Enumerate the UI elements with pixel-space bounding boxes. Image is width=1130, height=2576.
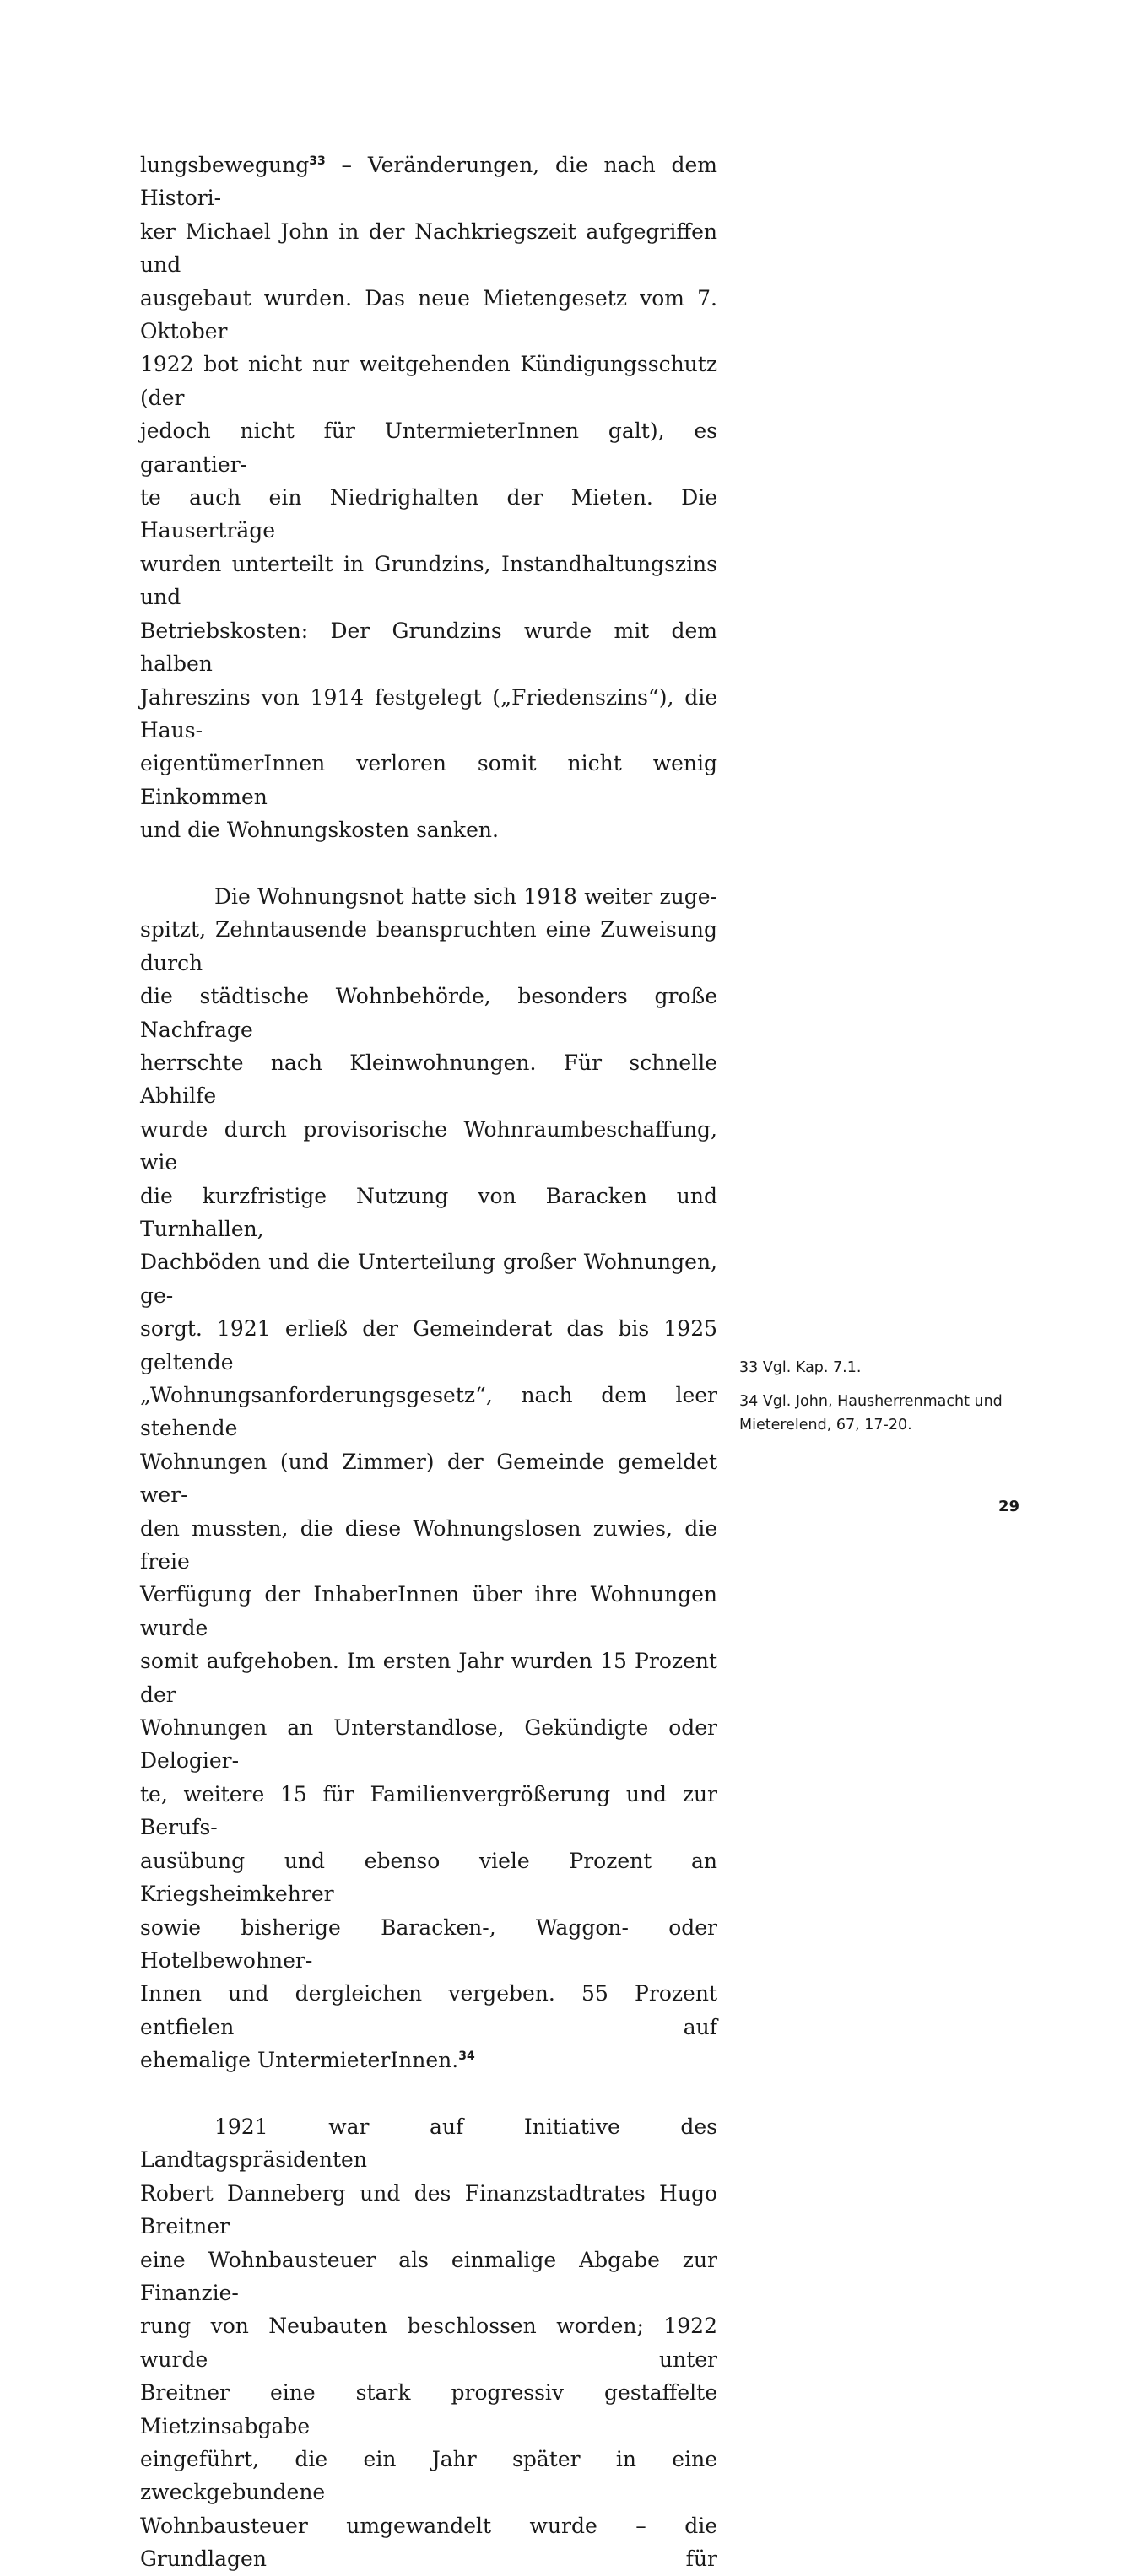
text-line: 1922 bot nicht nur weitgehenden Kündigungsschutz (der <box>140 352 717 410</box>
text-line-part: – Veränderungen, die nach dem Histori- <box>140 153 717 211</box>
text-line: sorgt. 1921 erließ der Gemeinderat das bis 1925 geltende <box>140 1316 717 1374</box>
text-line: jedoch nicht für UntermieterInnen galt), es garantier- <box>140 419 717 477</box>
text-line: ausübung und ebenso viele Prozent an Kriegsheimkehrer <box>140 1848 717 1907</box>
text-line: 1921 war auf Initiative des Landtagspräsidenten <box>140 2114 717 2173</box>
text-line: Betriebskosten: Der Grundzins wurde mit dem halben <box>140 618 717 677</box>
footnote-33: 33 Vgl. Kap. 7.1. <box>739 1359 862 1376</box>
main-text-column <box>140 149 717 2576</box>
text-line: spitzt, Zehntausende beanspruchten eine Zuweisung durch <box>140 917 717 975</box>
footnote-ref-34[interactable]: 34 <box>458 2049 475 2064</box>
text-line: sowie bisherige Baracken-, Waggon- oder Hotelbewohner- <box>140 1914 717 1973</box>
paragraph-3 <box>140 2110 717 2576</box>
text-line: Dachböden und die Unterteilung großer Wohnungen, ge- <box>140 1250 717 1308</box>
footnote-34: 34 Vgl. John, Hausherrenmacht und Mieterelend, 67, 17-20. <box>739 1393 1003 1434</box>
footnotes-column <box>739 1356 1043 1447</box>
paragraph-2 <box>140 880 717 2077</box>
text-line: Die Wohnungsnot hatte sich 1918 weiter zuge- <box>214 883 717 909</box>
text-line: eigentümerInnen verloren somit nicht wenig Einkommen <box>140 751 717 809</box>
text-line: die kurzfristige Nutzung von Baracken und Turnhallen, <box>140 1183 717 1241</box>
text-line: „Wohnungsanforderungsgesetz“, nach dem leer stehende <box>140 1383 717 1441</box>
text-line <box>140 2044 717 2076</box>
text-line: Breitner eine stark progressiv gestaffelte Mietzinsabgabe <box>140 2380 717 2438</box>
text-line: und die Wohnungskosten sanken. <box>140 818 499 843</box>
text-line: die städtische Wohnbehörde, besonders große Nachfrage <box>140 984 717 1042</box>
paragraph-1 <box>140 149 717 847</box>
text-line: Wohnungen (und Zimmer) der Gemeinde gemeldet wer- <box>140 1449 717 1508</box>
text-line: te, weitere 15 für Familienvergrößerung und zur Berufs- <box>140 1781 717 1840</box>
text-line: eine Wohnbausteuer als einmalige Abgabe zur Finanzie- <box>140 2247 717 2305</box>
text-line: Jahreszins von 1914 festgelegt („Friedenszins“), die Haus- <box>140 684 717 743</box>
text-line: Wohnungen an Unterstandlose, Gekündigte oder Delogier- <box>140 1715 717 1774</box>
text-line-part: ehemalige UntermieterInnen. <box>140 2048 459 2073</box>
footnote-ref-33[interactable]: 33 <box>309 154 326 168</box>
page-number: 29 <box>998 1498 1019 1515</box>
text-line: ker Michael John in der Nachkriegszeit aufgegriffen und <box>140 219 717 278</box>
text-line: te auch ein Niedrighalten der Mieten. Die Hauserträge <box>140 485 717 543</box>
text-line: wurden unterteilt in Grundzins, Instandhaltungszins und <box>140 551 717 610</box>
text-line: ausgebaut wurden. Das neue Mietengesetz vom 7. Oktober <box>140 285 717 344</box>
text-line: Wohnbausteuer umgewandelt wurde – die Grundlagen für <box>140 2513 717 2572</box>
text-line: Innen und dergleichen vergeben. 55 Prozent entfielen auf <box>140 1981 717 2039</box>
text-line: Verfügung der InhaberInnen über ihre Wohnungen wurde <box>140 1582 717 1640</box>
text-line: wurde durch provisorische Wohnraumbeschaffung, wie <box>140 1116 717 1175</box>
text-line: eingeführt, die ein Jahr später in eine zweckgebundene <box>140 2447 717 2505</box>
text-line <box>140 149 717 215</box>
text-line: Robert Danneberg und des Finanzstadtrates Hugo Breitner <box>140 2180 717 2239</box>
text-line-part: lungsbewegung <box>140 153 310 177</box>
text-line: somit aufgehoben. Im ersten Jahr wurden 15 Prozent der <box>140 1649 717 1707</box>
text-line: herrschte nach Kleinwohnungen. Für schnelle Abhilfe <box>140 1050 717 1109</box>
text-line: den mussten, die diese Wohnungslosen zuwies, die freie <box>140 1515 717 1574</box>
text-line: rung von Neubauten beschlossen worden; 1922 wurde unter <box>140 2314 717 2372</box>
